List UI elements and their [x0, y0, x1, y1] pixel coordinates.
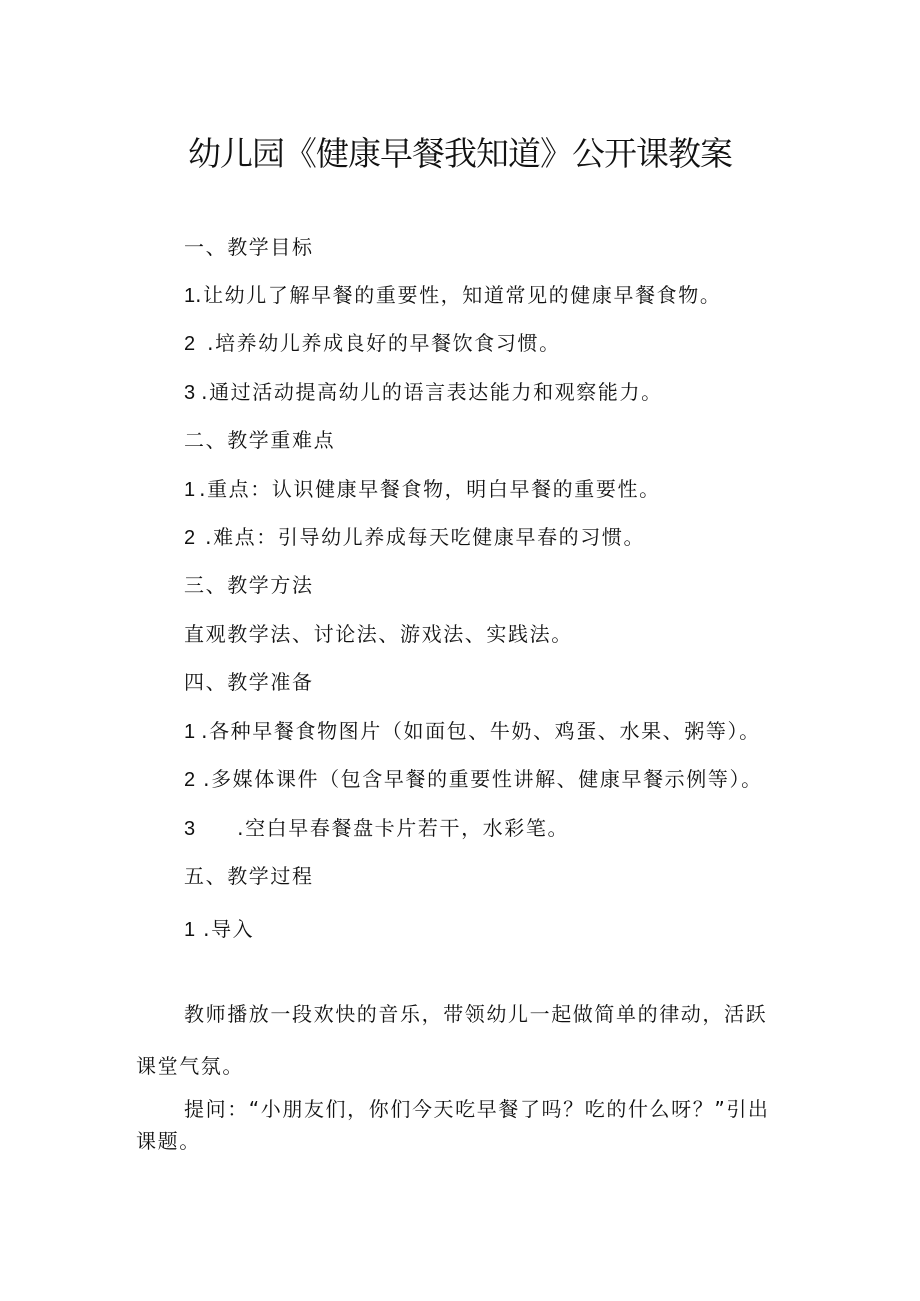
- list-item-text: .多媒体课件（包含早餐的重要性讲解、健康早餐示例等）。: [203, 767, 763, 791]
- section-heading-goals: 一、教学目标: [184, 235, 314, 259]
- list-item: [184, 914, 254, 945]
- list-item: [184, 474, 661, 505]
- list-item-number: 2: [184, 769, 196, 791]
- list-item: [184, 764, 763, 795]
- list-item-text: .难点：引导幼儿养成每天吃健康早春的习惯。: [205, 525, 646, 549]
- process-paragraph-2: 提问：“小朋友们，你们今天吃早餐了吗？吃的什么呀？”引出课题。: [136, 1097, 770, 1153]
- methods-text: 直观教学法、讨论法、游戏法、实践法。: [184, 622, 573, 646]
- document-title: 幼儿园《健康早餐我知道》公开课教案: [188, 134, 732, 173]
- list-item-text: .空白早春餐盘卡片若干，水彩笔。: [237, 816, 570, 840]
- list-item-text: .让幼儿了解早餐的重要性，知道常见的健康早餐食物。: [195, 283, 722, 307]
- list-item-text: .导入: [203, 917, 255, 941]
- list-item-number: 1: [184, 721, 196, 743]
- section-heading-process: 五、教学过程: [184, 864, 314, 888]
- list-item: [184, 280, 721, 311]
- section-heading-key-points: 二、教学重难点: [184, 428, 336, 452]
- list-item-text: .重点：认识健康早餐食物，明白早餐的重要性。: [199, 477, 661, 501]
- list-item-text: .各种早餐食物图片（如面包、牛奶、鸡蛋、水果、粥等）。: [201, 719, 761, 743]
- list-item-number: 3: [184, 818, 196, 840]
- process-paragraph-1: 教师播放一段欢快的音乐，带领幼儿一起做简单的律动，活跃课堂气氛。: [136, 1002, 768, 1078]
- list-item: [184, 377, 663, 408]
- list-item-number: 2: [184, 527, 196, 549]
- list-item-text: .培养幼儿养成良好的早餐饮食习惯。: [207, 331, 561, 355]
- section-heading-methods: 三、教学方法: [184, 573, 314, 597]
- list-item-number: 1: [184, 919, 196, 941]
- list-item-number: 3: [184, 382, 196, 404]
- list-item-text: .通过活动提高幼儿的语言表达能力和观察能力。: [201, 380, 663, 404]
- list-item-number: 1: [184, 479, 196, 501]
- section-heading-preparation: 四、教学准备: [184, 670, 314, 694]
- list-item: [184, 522, 645, 553]
- list-item-number: 2: [184, 333, 196, 355]
- list-item: [184, 716, 761, 747]
- list-item: [184, 328, 561, 359]
- list-item-number: 1: [184, 285, 196, 307]
- list-item: [184, 813, 569, 844]
